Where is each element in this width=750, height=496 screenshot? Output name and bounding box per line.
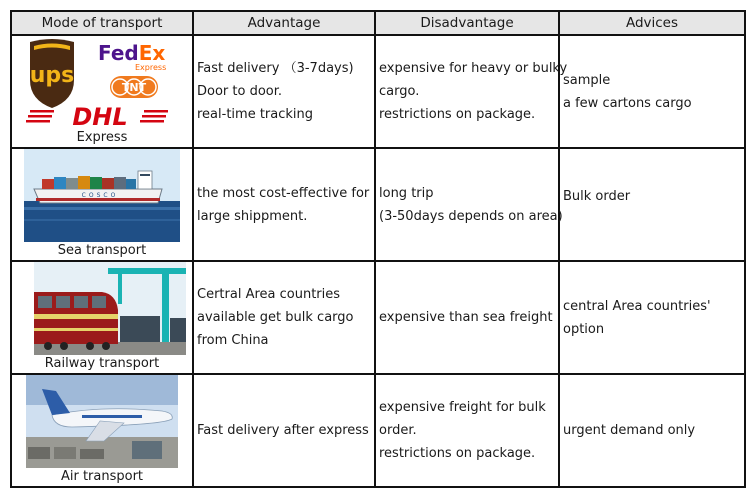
sea-transport-image	[12, 149, 192, 242]
svg-text:Express: Express	[135, 63, 167, 72]
ups-logo	[30, 39, 75, 108]
header-disadvantage: Disadvantage	[375, 11, 559, 35]
disadvantage-cell-railway: expensive than sea freight	[375, 261, 559, 374]
header-advices: Advices	[559, 11, 745, 35]
svg-text:TNT: TNT	[121, 81, 147, 94]
svg-text:DHL: DHL	[72, 103, 128, 129]
transport-comparison-table	[10, 10, 746, 488]
advices-cell-railway: central Area countries' option	[559, 261, 745, 374]
fedex-logo	[98, 41, 166, 72]
mode-cell-railway	[11, 261, 193, 374]
mode-label-air: Air transport	[60, 469, 144, 484]
header-row	[11, 11, 745, 35]
advantage-cell-express: Fast delivery （3-7days) Door to door. real-time tracking	[193, 35, 375, 148]
mode-cell-sea	[11, 148, 193, 261]
table-row-air	[11, 374, 745, 487]
mode-cell-air	[11, 374, 193, 487]
svg-text:FedEx: FedEx	[98, 41, 166, 65]
table-row-express	[11, 35, 745, 148]
ship-name: COSCO	[81, 192, 119, 199]
mode-label-express: Express	[76, 130, 128, 145]
tnt-logo	[110, 76, 158, 98]
dhl-logo	[26, 103, 168, 129]
advices-cell-express: sample a few cartons cargo	[559, 35, 745, 148]
mode-cell-express	[11, 35, 193, 148]
disadvantage-cell-air: expensive freight for bulk order. restrictions on package.	[375, 374, 559, 487]
table-row-sea	[11, 148, 745, 261]
advantage-cell-railway: Certral Area countries available get bulk cargo from China	[193, 261, 375, 374]
mode-label-sea: Sea transport	[57, 243, 147, 258]
advantage-cell-air: Fast delivery after express	[193, 374, 375, 487]
disadvantage-cell-sea: long trip (3-50days depends on area)	[375, 148, 559, 261]
table-row-railway	[11, 261, 745, 374]
express-logos-image	[12, 36, 192, 129]
mode-label-railway: Railway transport	[44, 356, 160, 371]
advices-cell-air: urgent demand only	[559, 374, 745, 487]
header-mode: Mode of transport	[11, 11, 193, 35]
advices-cell-sea: Bulk order	[559, 148, 745, 261]
air-transport-image	[12, 375, 192, 468]
railway-transport-image	[12, 262, 192, 355]
ups-logo-text: ups	[29, 63, 75, 88]
disadvantage-cell-express: expensive for heavy or bulky cargo. restrictions on package.	[375, 35, 559, 148]
header-advantage: Advantage	[193, 11, 375, 35]
advantage-cell-sea: the most cost-effective for large shippment.	[193, 148, 375, 261]
